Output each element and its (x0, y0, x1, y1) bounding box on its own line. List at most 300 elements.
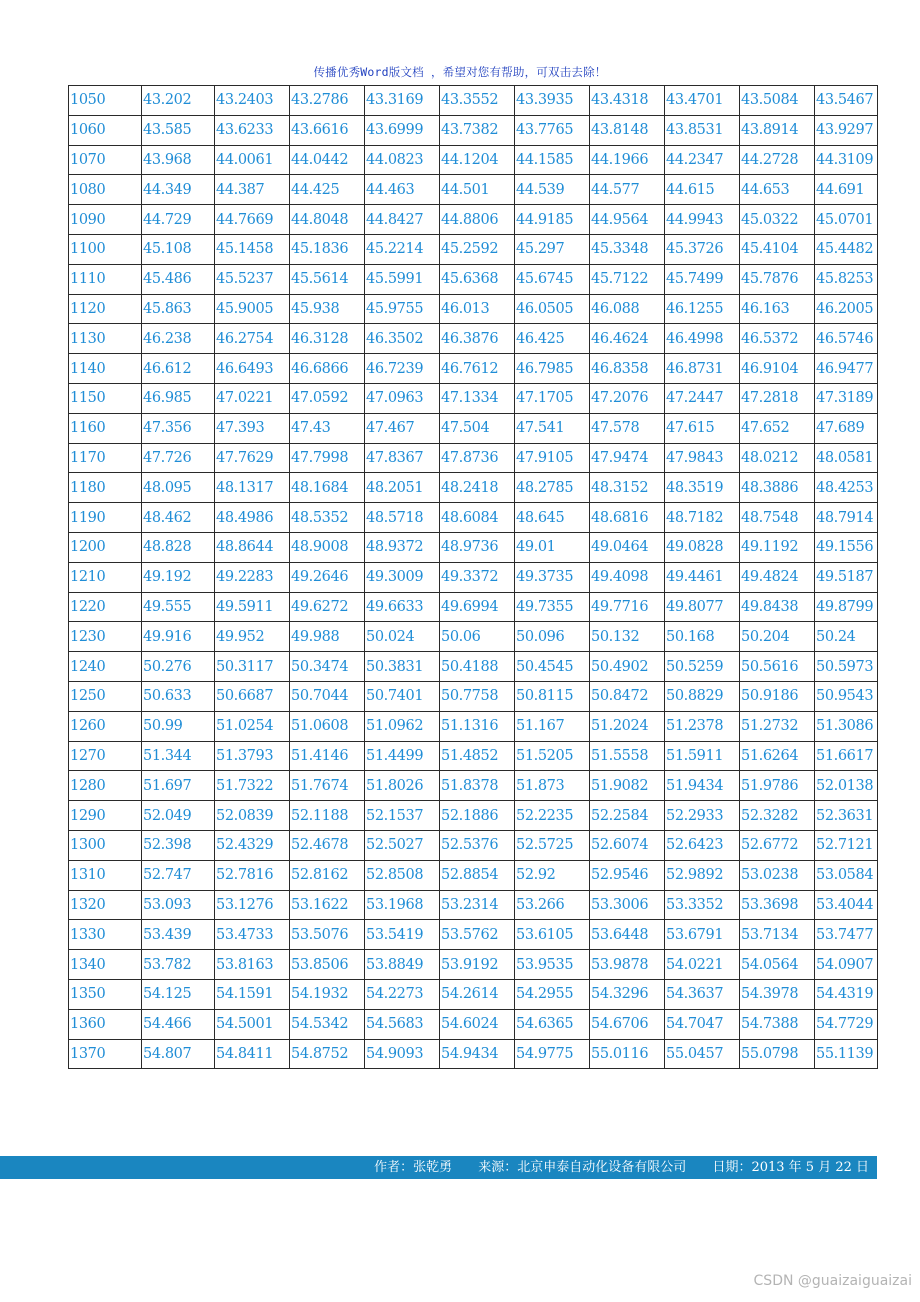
footer-author: 作者：张乾勇 (374, 1160, 453, 1175)
table-cell: 48.7914 (815, 503, 878, 533)
table-cell: 50.4545 (515, 652, 590, 682)
table-cell: 47.467 (365, 413, 440, 443)
row-key-cell: 1360 (69, 1009, 142, 1039)
table-cell: 54.7729 (815, 1009, 878, 1039)
table-cell: 45.0322 (740, 205, 815, 235)
table-cell: 49.6272 (290, 592, 365, 622)
table-cell: 43.3935 (515, 86, 590, 116)
table-row (69, 115, 878, 145)
table-cell: 44.729 (142, 205, 215, 235)
table-cell: 53.2314 (440, 890, 515, 920)
table-cell: 51.4852 (440, 741, 515, 771)
table-cell: 45.108 (142, 234, 215, 264)
table-row (69, 234, 878, 264)
table-cell: 47.504 (440, 413, 515, 443)
table-cell: 51.0962 (365, 711, 440, 741)
table-cell: 44.539 (515, 175, 590, 205)
table-cell: 48.3886 (740, 473, 815, 503)
table-cell: 44.3109 (815, 145, 878, 175)
table-cell: 43.8148 (590, 115, 665, 145)
table-cell: 53.3698 (740, 890, 815, 920)
table-cell: 52.747 (142, 860, 215, 890)
table-cell: 45.0701 (815, 205, 878, 235)
table-cell: 43.202 (142, 86, 215, 116)
table-cell: 45.486 (142, 264, 215, 294)
table-cell: 54.466 (142, 1009, 215, 1039)
table-cell: 53.4044 (815, 890, 878, 920)
table-cell: 43.7382 (440, 115, 515, 145)
table-cell: 51.2378 (665, 711, 740, 741)
table-row (69, 771, 878, 801)
table-cell: 43.7765 (515, 115, 590, 145)
table-cell: 49.1556 (815, 532, 878, 562)
table-cell: 47.8367 (365, 443, 440, 473)
table-cell: 54.1932 (290, 979, 365, 1009)
table-cell: 44.615 (665, 175, 740, 205)
table-cell: 54.7388 (740, 1009, 815, 1039)
table-cell: 54.6024 (440, 1009, 515, 1039)
table-cell: 52.4678 (290, 830, 365, 860)
table-row (69, 264, 878, 294)
table-cell: 53.6105 (515, 920, 590, 950)
table-cell: 52.6074 (590, 830, 665, 860)
table-cell: 53.782 (142, 950, 215, 980)
table-cell: 45.6368 (440, 264, 515, 294)
table-cell: 46.8358 (590, 354, 665, 384)
table-cell: 49.3735 (515, 562, 590, 592)
table-cell: 51.873 (515, 771, 590, 801)
table-cell: 46.088 (590, 294, 665, 324)
table-cell: 49.8077 (665, 592, 740, 622)
table-cell: 48.462 (142, 503, 215, 533)
row-key-cell: 1180 (69, 473, 142, 503)
table-cell: 55.0457 (665, 1039, 740, 1069)
footer-bar (0, 1156, 877, 1179)
table-cell: 54.4319 (815, 979, 878, 1009)
table-cell: 43.3169 (365, 86, 440, 116)
table-cell: 43.8914 (740, 115, 815, 145)
row-key-cell: 1260 (69, 711, 142, 741)
table-cell: 52.7816 (215, 860, 290, 890)
table-cell: 49.4461 (665, 562, 740, 592)
table-cell: 48.9736 (440, 532, 515, 562)
table-row (69, 592, 878, 622)
table-cell: 50.3117 (215, 652, 290, 682)
table-cell: 46.163 (740, 294, 815, 324)
table-cell: 52.8508 (365, 860, 440, 890)
table-cell: 45.9005 (215, 294, 290, 324)
table-cell: 50.024 (365, 622, 440, 652)
table-cell: 46.9477 (815, 354, 878, 384)
table-cell: 53.1276 (215, 890, 290, 920)
table-cell: 51.4146 (290, 741, 365, 771)
table-row (69, 413, 878, 443)
table-row (69, 562, 878, 592)
table-cell: 44.7669 (215, 205, 290, 235)
data-table (68, 85, 878, 1069)
table-cell: 54.3637 (665, 979, 740, 1009)
table-cell: 51.3793 (215, 741, 290, 771)
table-cell: 43.4701 (665, 86, 740, 116)
table-cell: 49.988 (290, 622, 365, 652)
table-cell: 48.095 (142, 473, 215, 503)
table-cell: 50.6687 (215, 681, 290, 711)
row-key-cell: 1290 (69, 801, 142, 831)
table-cell: 44.691 (815, 175, 878, 205)
table-cell: 51.9434 (665, 771, 740, 801)
table-cell: 50.8472 (590, 681, 665, 711)
table-cell: 49.3009 (365, 562, 440, 592)
table-cell: 48.828 (142, 532, 215, 562)
table-cell: 45.7876 (740, 264, 815, 294)
table-cell: 46.1255 (665, 294, 740, 324)
table-cell: 49.8438 (740, 592, 815, 622)
table-cell: 44.0061 (215, 145, 290, 175)
row-key-cell: 1130 (69, 324, 142, 354)
table-cell: 47.0592 (290, 383, 365, 413)
table-cell: 46.5372 (740, 324, 815, 354)
row-key-cell: 1200 (69, 532, 142, 562)
table-cell: 48.1317 (215, 473, 290, 503)
table-cell: 53.7477 (815, 920, 878, 950)
table-cell: 43.6999 (365, 115, 440, 145)
table-cell: 43.2786 (290, 86, 365, 116)
row-key-cell: 1220 (69, 592, 142, 622)
row-key-cell: 1210 (69, 562, 142, 592)
table-cell: 50.4188 (440, 652, 515, 682)
table-cell: 50.8115 (515, 681, 590, 711)
row-key-cell: 1150 (69, 383, 142, 413)
table-row (69, 741, 878, 771)
table-cell: 52.8854 (440, 860, 515, 890)
table-cell: 53.093 (142, 890, 215, 920)
table-cell: 54.807 (142, 1039, 215, 1069)
table-cell: 49.6633 (365, 592, 440, 622)
row-key-cell: 1050 (69, 86, 142, 116)
table-cell: 47.689 (815, 413, 878, 443)
table-cell: 54.2273 (365, 979, 440, 1009)
table-cell: 51.5558 (590, 741, 665, 771)
table-cell: 46.6866 (290, 354, 365, 384)
table-cell: 44.8427 (365, 205, 440, 235)
table-cell: 50.5973 (815, 652, 878, 682)
row-key-cell: 1100 (69, 234, 142, 264)
table-cell: 51.2024 (590, 711, 665, 741)
table-cell: 45.5614 (290, 264, 365, 294)
table-row (69, 473, 878, 503)
table-cell: 49.8799 (815, 592, 878, 622)
table-cell: 43.968 (142, 145, 215, 175)
table-cell: 53.4733 (215, 920, 290, 950)
table-cell: 51.697 (142, 771, 215, 801)
table-cell: 53.1968 (365, 890, 440, 920)
table-row (69, 950, 878, 980)
table-cell: 51.0608 (290, 711, 365, 741)
table-cell: 46.3876 (440, 324, 515, 354)
row-key-cell: 1110 (69, 264, 142, 294)
table-cell: 45.8253 (815, 264, 878, 294)
table-cell: 49.2283 (215, 562, 290, 592)
table-cell: 52.9546 (590, 860, 665, 890)
table-cell: 54.8411 (215, 1039, 290, 1069)
table-body (69, 86, 878, 1069)
table-cell: 46.3502 (365, 324, 440, 354)
table-cell: 53.6791 (665, 920, 740, 950)
row-key-cell: 1300 (69, 830, 142, 860)
table-cell: 45.938 (290, 294, 365, 324)
table-row (69, 890, 878, 920)
table-cell: 44.0823 (365, 145, 440, 175)
table-cell: 53.5762 (440, 920, 515, 950)
row-key-cell: 1250 (69, 681, 142, 711)
table-row (69, 622, 878, 652)
table-cell: 54.5001 (215, 1009, 290, 1039)
table-cell: 52.7121 (815, 830, 878, 860)
table-cell: 47.726 (142, 443, 215, 473)
table-cell: 48.9008 (290, 532, 365, 562)
table-cell: 54.0221 (665, 950, 740, 980)
table-cell: 44.349 (142, 175, 215, 205)
table-cell: 52.1188 (290, 801, 365, 831)
table-cell: 53.0584 (815, 860, 878, 890)
table-cell: 49.1192 (740, 532, 815, 562)
table-cell: 47.1334 (440, 383, 515, 413)
table-row (69, 830, 878, 860)
table-cell: 52.3631 (815, 801, 878, 831)
table-cell: 51.0254 (215, 711, 290, 741)
table-cell: 45.6745 (515, 264, 590, 294)
table-cell: 50.7401 (365, 681, 440, 711)
table-cell: 44.1204 (440, 145, 515, 175)
table-cell: 43.585 (142, 115, 215, 145)
table-cell: 48.8644 (215, 532, 290, 562)
header-note: 传播优秀Word版文档 ，希望对您有帮助，可双击去除！ (313, 65, 607, 79)
table-cell: 53.0238 (740, 860, 815, 890)
table-cell: 46.2754 (215, 324, 290, 354)
table-cell: 53.5419 (365, 920, 440, 950)
table-cell: 54.7047 (665, 1009, 740, 1039)
table-cell: 51.9786 (740, 771, 815, 801)
table-cell: 49.7716 (590, 592, 665, 622)
table-cell: 52.398 (142, 830, 215, 860)
table-row (69, 443, 878, 473)
table-cell: 46.612 (142, 354, 215, 384)
table-cell: 47.9843 (665, 443, 740, 473)
table-cell: 49.192 (142, 562, 215, 592)
table-cell: 46.013 (440, 294, 515, 324)
table-cell: 50.3831 (365, 652, 440, 682)
table-cell: 54.9093 (365, 1039, 440, 1069)
table-cell: 54.8752 (290, 1039, 365, 1069)
table-row (69, 532, 878, 562)
table-cell: 51.5205 (515, 741, 590, 771)
table-cell: 46.8731 (665, 354, 740, 384)
table-cell: 51.4499 (365, 741, 440, 771)
table-cell: 51.6617 (815, 741, 878, 771)
table-cell: 48.5352 (290, 503, 365, 533)
table-cell: 43.3552 (440, 86, 515, 116)
table-cell: 48.3519 (665, 473, 740, 503)
table-cell: 45.1836 (290, 234, 365, 264)
table-cell: 45.3726 (665, 234, 740, 264)
table-cell: 53.8163 (215, 950, 290, 980)
table-cell: 49.3372 (440, 562, 515, 592)
table-cell: 44.9185 (515, 205, 590, 235)
table-cell: 44.8048 (290, 205, 365, 235)
table-cell: 51.167 (515, 711, 590, 741)
table-cell: 53.9878 (590, 950, 665, 980)
table-cell: 45.7122 (590, 264, 665, 294)
table-cell: 53.6448 (590, 920, 665, 950)
table-cell: 49.555 (142, 592, 215, 622)
table-cell: 45.3348 (590, 234, 665, 264)
table-cell: 50.06 (440, 622, 515, 652)
footer-date: 日期：2013 年 5 月 22 日 (712, 1160, 869, 1175)
table-cell: 46.4998 (665, 324, 740, 354)
row-key-cell: 1160 (69, 413, 142, 443)
table-cell: 54.125 (142, 979, 215, 1009)
table-cell: 44.9564 (590, 205, 665, 235)
table-cell: 50.096 (515, 622, 590, 652)
table-cell: 44.0442 (290, 145, 365, 175)
table-cell: 48.3152 (590, 473, 665, 503)
table-cell: 53.7134 (740, 920, 815, 950)
table-cell: 49.0828 (665, 532, 740, 562)
table-cell: 47.615 (665, 413, 740, 443)
table-cell: 51.8378 (440, 771, 515, 801)
table-cell: 46.2005 (815, 294, 878, 324)
footer-source: 来源：北京申泰自动化设备有限公司 (478, 1160, 687, 1175)
table-cell: 47.578 (590, 413, 665, 443)
table-row (69, 1009, 878, 1039)
table-cell: 46.425 (515, 324, 590, 354)
table-cell: 44.2347 (665, 145, 740, 175)
table-cell: 53.9535 (515, 950, 590, 980)
table-cell: 52.0839 (215, 801, 290, 831)
table-cell: 45.4104 (740, 234, 815, 264)
table-cell: 44.425 (290, 175, 365, 205)
table-cell: 44.2728 (740, 145, 815, 175)
table-row (69, 324, 878, 354)
table-cell: 44.9943 (665, 205, 740, 235)
table-cell: 48.2051 (365, 473, 440, 503)
table-cell: 54.0564 (740, 950, 815, 980)
table-cell: 47.356 (142, 413, 215, 443)
table-cell: 54.5342 (290, 1009, 365, 1039)
table-cell: 48.0581 (815, 443, 878, 473)
table-cell: 47.2818 (740, 383, 815, 413)
table-cell: 43.8531 (665, 115, 740, 145)
table-row (69, 503, 878, 533)
table-cell: 46.7612 (440, 354, 515, 384)
table-cell: 54.5683 (365, 1009, 440, 1039)
row-key-cell: 1170 (69, 443, 142, 473)
table-cell: 50.633 (142, 681, 215, 711)
table-cell: 53.439 (142, 920, 215, 950)
table-cell: 51.8026 (365, 771, 440, 801)
table-cell: 50.7044 (290, 681, 365, 711)
table-row (69, 205, 878, 235)
table-cell: 53.9192 (440, 950, 515, 980)
table-cell: 50.204 (740, 622, 815, 652)
table-cell: 48.0212 (740, 443, 815, 473)
table-cell: 43.6616 (290, 115, 365, 145)
table-cell: 45.7499 (665, 264, 740, 294)
table-cell: 50.5616 (740, 652, 815, 682)
table-cell: 50.276 (142, 652, 215, 682)
table-cell: 51.2732 (740, 711, 815, 741)
row-key-cell: 1070 (69, 145, 142, 175)
table-cell: 51.1316 (440, 711, 515, 741)
table-cell: 54.3296 (590, 979, 665, 1009)
table-cell: 44.463 (365, 175, 440, 205)
table-cell: 53.1622 (290, 890, 365, 920)
row-key-cell: 1280 (69, 771, 142, 801)
table-cell: 55.0116 (590, 1039, 665, 1069)
table-cell: 43.6233 (215, 115, 290, 145)
table-row (69, 920, 878, 950)
table-cell: 43.5467 (815, 86, 878, 116)
row-key-cell: 1080 (69, 175, 142, 205)
table-cell: 46.4624 (590, 324, 665, 354)
table-cell: 55.1139 (815, 1039, 878, 1069)
table-cell: 51.344 (142, 741, 215, 771)
row-key-cell: 1350 (69, 979, 142, 1009)
table-cell: 48.9372 (365, 532, 440, 562)
table-cell: 54.6365 (515, 1009, 590, 1039)
table-cell: 46.7985 (515, 354, 590, 384)
table-cell: 50.132 (590, 622, 665, 652)
table-cell: 47.2447 (665, 383, 740, 413)
table-cell: 49.6994 (440, 592, 515, 622)
table-cell: 52.1537 (365, 801, 440, 831)
table-cell: 52.049 (142, 801, 215, 831)
table-cell: 45.5991 (365, 264, 440, 294)
table-cell: 49.2646 (290, 562, 365, 592)
table-cell: 50.4902 (590, 652, 665, 682)
table-cell: 55.0798 (740, 1039, 815, 1069)
table-cell: 50.9543 (815, 681, 878, 711)
table-cell: 45.2592 (440, 234, 515, 264)
row-key-cell: 1370 (69, 1039, 142, 1069)
table-cell: 52.8162 (290, 860, 365, 890)
table-cell: 45.5237 (215, 264, 290, 294)
table-cell: 53.8506 (290, 950, 365, 980)
table-cell: 52.1886 (440, 801, 515, 831)
table-cell: 52.2584 (590, 801, 665, 831)
table-cell: 48.4986 (215, 503, 290, 533)
table-cell: 46.3128 (290, 324, 365, 354)
table-row (69, 711, 878, 741)
table-cell: 50.7758 (440, 681, 515, 711)
table-cell: 47.393 (215, 413, 290, 443)
row-key-cell: 1310 (69, 860, 142, 890)
table-row (69, 383, 878, 413)
table-cell: 47.7629 (215, 443, 290, 473)
table-cell: 43.4318 (590, 86, 665, 116)
table-cell: 52.3282 (740, 801, 815, 831)
table-cell: 52.4329 (215, 830, 290, 860)
table-cell: 54.9434 (440, 1039, 515, 1069)
table-cell: 51.3086 (815, 711, 878, 741)
table-cell: 47.1705 (515, 383, 590, 413)
table-cell: 45.9755 (365, 294, 440, 324)
row-key-cell: 1340 (69, 950, 142, 980)
table-cell: 48.6816 (590, 503, 665, 533)
table-row (69, 801, 878, 831)
table-row (69, 979, 878, 1009)
table-cell: 51.7322 (215, 771, 290, 801)
